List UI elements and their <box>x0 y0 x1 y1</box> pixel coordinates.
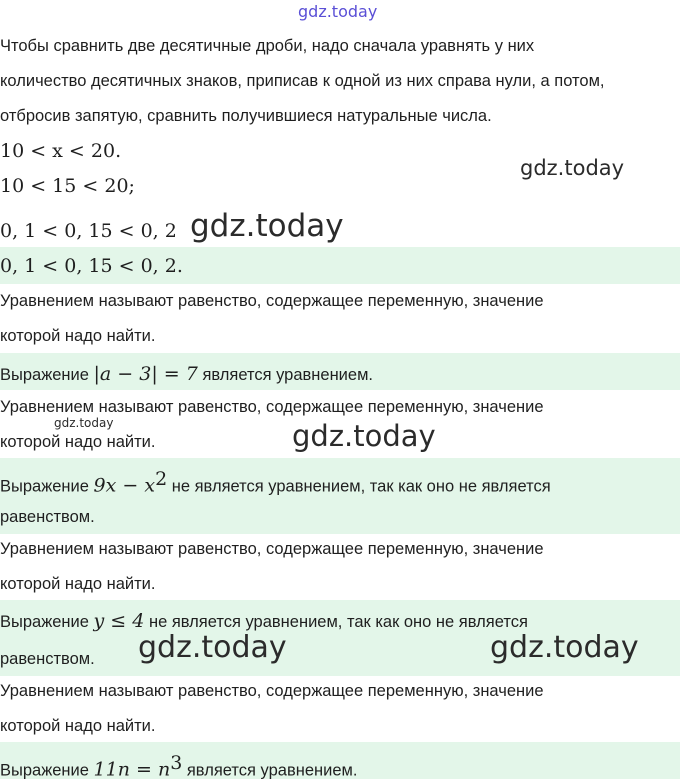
answer-inequality: 0, 1 < 0, 15 < 0, 2. <box>0 255 183 277</box>
answer-d-prefix: Выражение <box>0 761 89 780</box>
watermark-6: gdz.today <box>490 630 639 665</box>
answer-c-line-2: равенством. <box>0 650 95 668</box>
inequality-3: 0, 1 < 0, 15 < 0, 2 <box>0 220 177 242</box>
definition-1-line-2: которой надо найти. <box>0 327 156 345</box>
answer-a-suffix: является уравнением. <box>202 366 373 384</box>
watermark-4: gdz.today <box>292 419 436 453</box>
answer-a-expression: |a − 3| = 7 <box>93 363 198 385</box>
watermark-5: gdz.today <box>138 630 287 665</box>
answer-b-expression: 9x − x <box>93 474 156 497</box>
answer-c-expression: y ≤ 4 <box>93 610 145 632</box>
answer-b-suffix: не является уравнением, так как оно не является <box>171 477 551 496</box>
definition-4-line-2: которой надо найти. <box>0 717 156 735</box>
watermark-3: gdz.today <box>54 416 114 430</box>
definition-1-line-1: Уравнением называют равенство, содержащее переменную, значение <box>0 292 544 310</box>
answer-d-exponent: 3 <box>170 752 183 774</box>
answer-c <box>0 610 528 632</box>
intro-line-1: Чтобы сравнить две десятичные дроби, надо сначала уравнять у них <box>0 37 535 55</box>
answer-b-exponent: 2 <box>155 468 168 490</box>
definition-4-line-1: Уравнением называют равенство, содержащее переменную, значение <box>0 682 544 700</box>
answer-c-suffix: не является уравнением, так как оно не является <box>148 613 528 631</box>
definition-2-line-2: которой надо найти. <box>0 433 156 451</box>
definition-3-line-2: которой надо найти. <box>0 575 156 593</box>
watermark-1: gdz.today <box>520 156 625 180</box>
watermark-2: gdz.today <box>190 208 344 244</box>
answer-b <box>0 468 551 497</box>
watermark-top: gdz.today <box>298 2 378 21</box>
inequality-2: 10 < 15 < 20; <box>0 175 135 197</box>
intro-line-2: количество десятичных знаков, приписав к одной из них справа нули, а потом, <box>0 72 605 90</box>
definition-3-line-1: Уравнением называют равенство, содержащее переменную, значение <box>0 540 544 558</box>
answer-d <box>0 752 357 781</box>
inequality-1: 10 < x < 20. <box>0 140 122 162</box>
answer-d-expression: 11n = n <box>93 758 171 781</box>
answer-a <box>0 363 373 385</box>
answer-a-prefix: Выражение <box>0 366 89 384</box>
intro-line-3: отбросив запятую, сравнить получившиеся натуральные числа. <box>0 107 492 125</box>
definition-2-line-1: Уравнением называют равенство, содержащее переменную, значение <box>0 398 544 416</box>
answer-b-line-2: равенством. <box>0 508 95 526</box>
answer-d-suffix: является уравнением. <box>186 761 358 780</box>
answer-c-prefix: Выражение <box>0 613 89 631</box>
answer-b-prefix: Выражение <box>0 477 89 496</box>
